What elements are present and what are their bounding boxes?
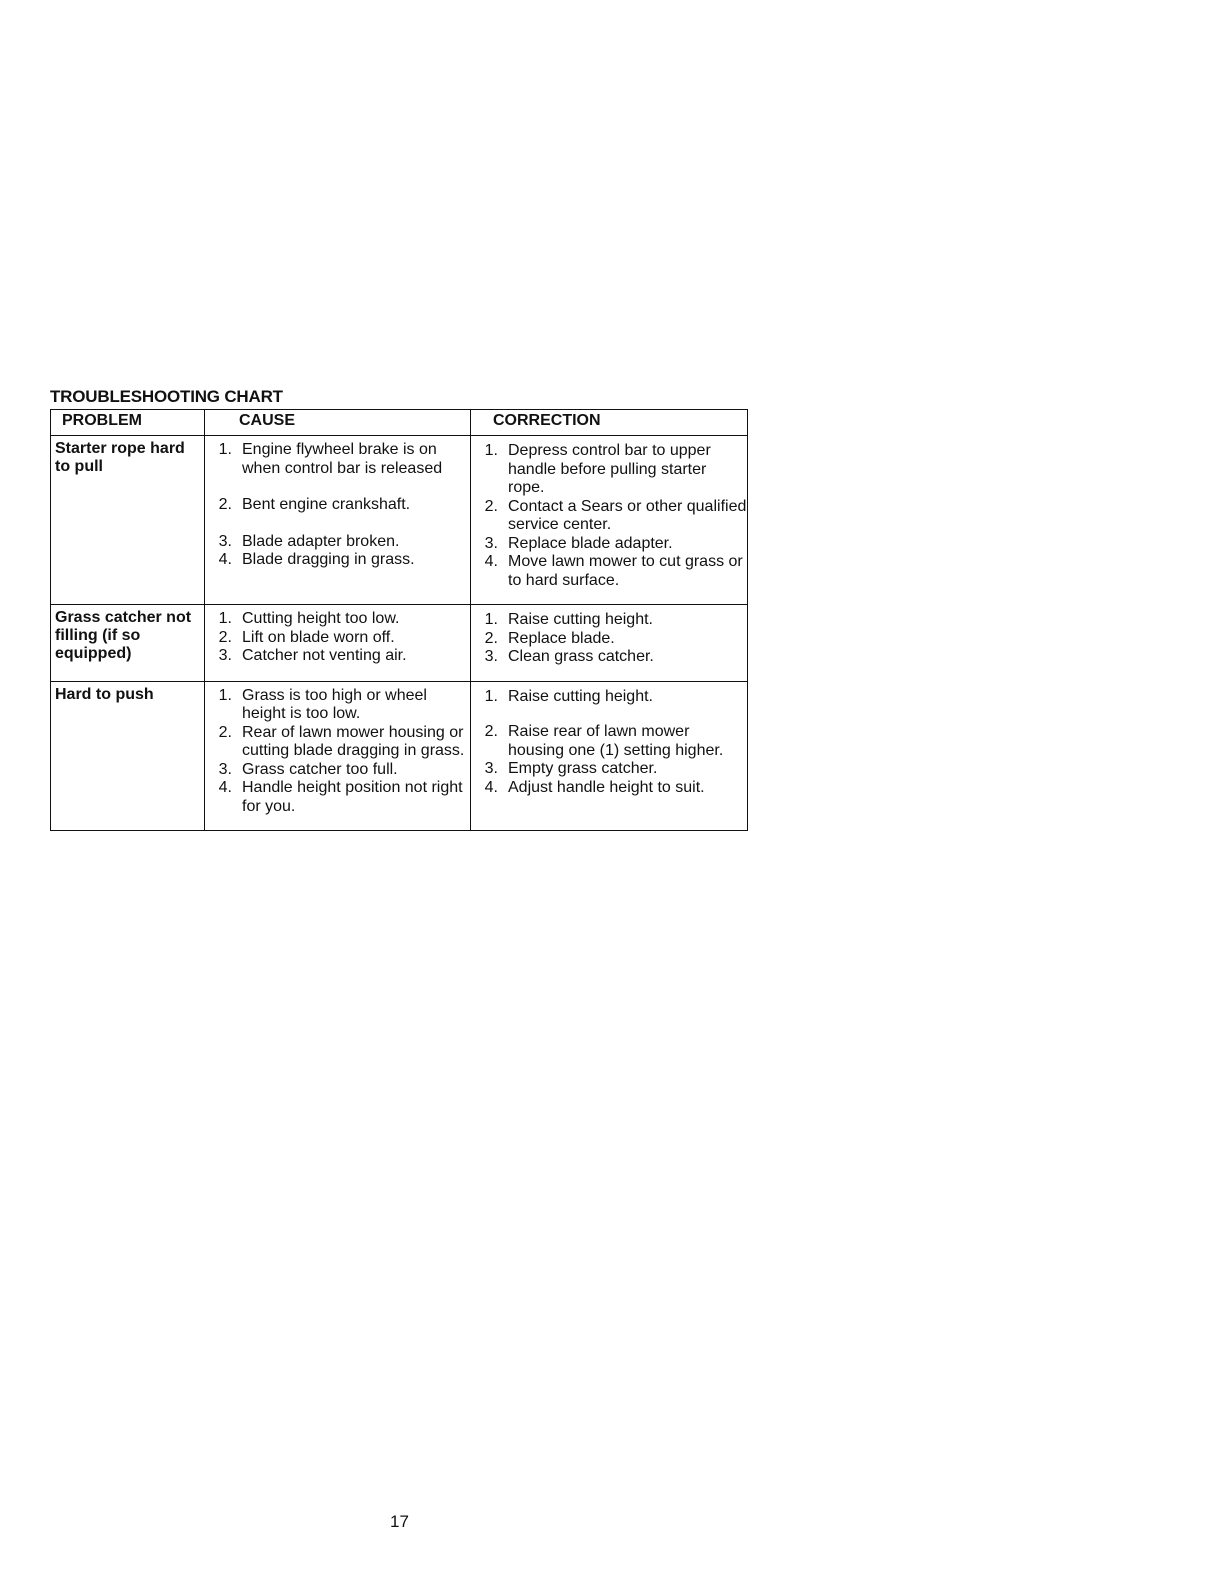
item-number: 2.	[484, 497, 498, 515]
item-number: 1.	[218, 441, 232, 458]
item-text: Grass catcher too full.	[242, 760, 398, 778]
item-text: Cutting height too low.	[242, 610, 400, 627]
item-number: 3.	[484, 648, 498, 665]
correction-item	[471, 630, 747, 649]
table-header-row	[51, 410, 748, 436]
item-number: 1.	[484, 687, 498, 705]
item-text: Contact a Sears or other qualified service center.	[508, 497, 747, 533]
item-number: 3.	[218, 532, 232, 550]
page-number: 17	[390, 1512, 409, 1531]
item-text: Blade dragging in grass.	[242, 551, 415, 568]
item-text: Raise cutting height.	[508, 687, 653, 705]
item-text: Move lawn mower to cut grass or to hard surface.	[508, 553, 743, 589]
item-text: Adjust handle height to suit.	[508, 778, 705, 796]
cause-item	[205, 761, 470, 780]
correction-item	[471, 648, 747, 667]
item-number: 1.	[218, 610, 232, 627]
cause-item	[205, 441, 470, 478]
item-number: 4.	[218, 551, 232, 568]
header-cause: CAUSE	[205, 410, 471, 436]
cause-item	[205, 724, 470, 761]
item-number: 2.	[218, 723, 232, 741]
item-number: 1.	[484, 611, 498, 628]
correction-item	[471, 498, 747, 535]
header-correction: CORRECTION	[471, 410, 748, 436]
correction-item	[471, 760, 747, 779]
problem-cell: Grass catcher not filling (if so equipped)	[51, 605, 205, 682]
item-number: 2.	[218, 496, 232, 513]
item-text: Empty grass catcher.	[508, 760, 658, 777]
item-number: 2.	[218, 628, 232, 646]
cause-item	[205, 551, 470, 570]
cause-cell	[205, 605, 471, 682]
troubleshooting-table	[50, 409, 748, 831]
item-number: 1.	[218, 686, 232, 704]
item-number: 1.	[484, 442, 498, 459]
cause-item	[205, 496, 470, 515]
cause-item	[205, 629, 470, 648]
item-text: Bent engine crankshaft.	[242, 496, 411, 513]
cause-item	[205, 687, 470, 724]
cause-item	[205, 647, 470, 666]
item-text: Lift on blade worn off.	[242, 628, 395, 646]
item-number: 2.	[484, 629, 498, 647]
item-text: Raise cutting height.	[508, 611, 653, 628]
item-number: 3.	[218, 647, 232, 664]
item-text: Grass is too high or wheel height is too low.	[242, 686, 427, 722]
correction-item	[471, 611, 747, 630]
cause-item	[205, 779, 470, 816]
correction-item	[471, 442, 747, 498]
cause-cell	[205, 681, 471, 831]
problem-cell: Starter rope hard to pull	[51, 436, 205, 605]
correction-cell	[471, 436, 748, 605]
item-number: 4.	[484, 778, 498, 796]
correction-cell	[471, 681, 748, 831]
item-number: 3.	[484, 534, 498, 552]
correction-item	[471, 553, 747, 590]
item-text: Blade adapter broken.	[242, 532, 400, 550]
item-text: Clean grass catcher.	[508, 648, 654, 665]
item-text: Depress control bar to upper handle before pulling starter rope.	[508, 442, 711, 496]
item-text: Raise rear of lawn mower housing one (1) setting higher.	[508, 723, 724, 759]
table-row	[51, 436, 748, 605]
item-text: Replace blade adapter.	[508, 534, 673, 552]
header-problem: PROBLEM	[51, 410, 205, 436]
item-number: 3.	[218, 760, 232, 778]
cause-item	[205, 533, 470, 552]
item-text: Engine flywheel brake is on when control bar is released	[242, 441, 443, 477]
correction-item	[471, 779, 747, 798]
item-number: 3.	[484, 760, 498, 777]
cause-item	[205, 610, 470, 629]
item-text: Handle height position not right for you.	[242, 779, 463, 815]
item-text: Rear of lawn mower housing or cutting blade dragging in grass.	[242, 723, 465, 759]
chart-title: TROUBLESHOOTING CHART	[50, 387, 283, 406]
correction-item	[471, 688, 747, 707]
cause-cell	[205, 436, 471, 605]
correction-item	[471, 535, 747, 554]
item-text: Catcher not venting air.	[242, 647, 407, 664]
item-number: 4.	[218, 779, 232, 796]
table-row	[51, 681, 748, 831]
correction-cell	[471, 605, 748, 682]
item-text: Replace blade.	[508, 629, 615, 647]
table-row	[51, 605, 748, 682]
correction-item	[471, 723, 747, 760]
problem-cell: Hard to push	[51, 681, 205, 831]
item-number: 2.	[484, 723, 498, 740]
item-number: 4.	[484, 553, 498, 570]
